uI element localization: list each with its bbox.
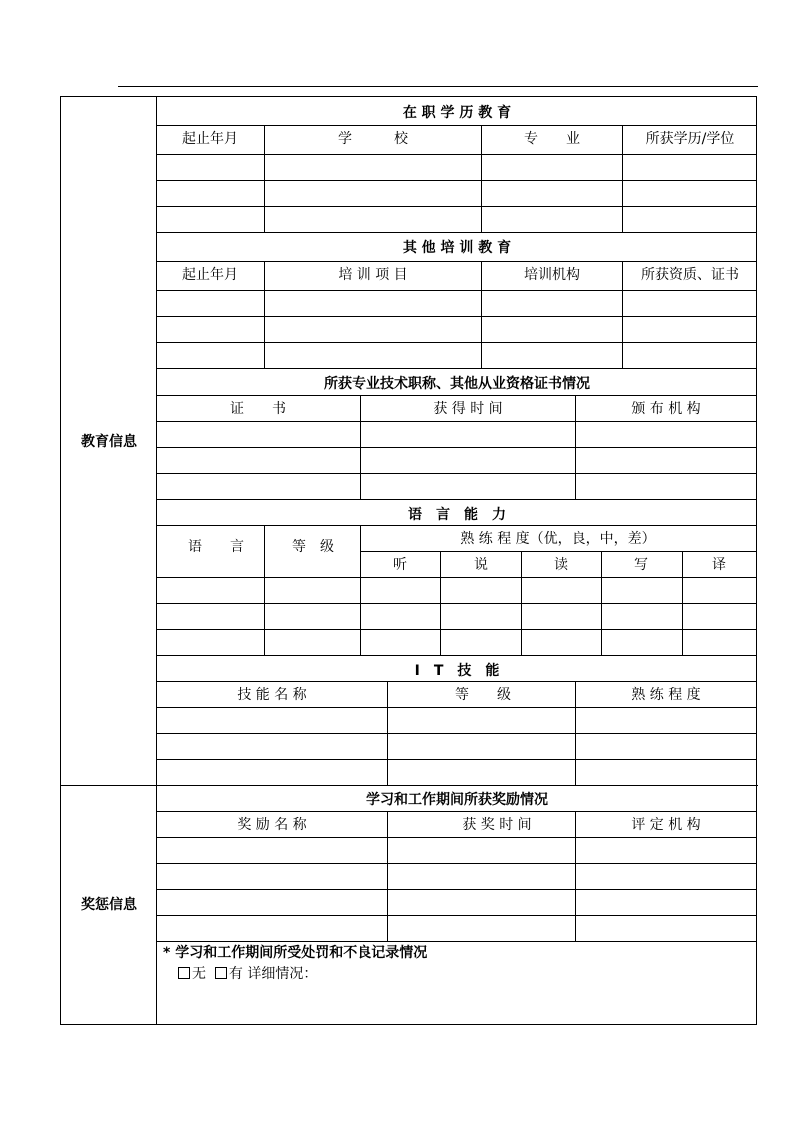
language-skill-listen: 听	[393, 557, 407, 573]
discipline-options	[178, 967, 317, 981]
header-rule	[118, 86, 758, 87]
awards-title: 学习和工作期间所获奖励情况	[366, 792, 548, 808]
language-skill-translate: 译	[712, 557, 726, 573]
language-header-level: 等 级	[292, 539, 334, 555]
table-row[interactable]	[156, 889, 757, 890]
it-header-proficiency: 熟 练 程 度	[631, 687, 701, 703]
discipline-title: * 学习和工作期间所受处罚和不良记录情况	[163, 945, 428, 961]
inservice-header-period: 起止年月	[182, 131, 238, 147]
certs-header-issuer: 颁 布 机 构	[631, 401, 701, 417]
inservice-title: 在 职 学 历 教 育	[402, 105, 512, 121]
table-row[interactable]	[156, 915, 757, 916]
language-header-language: 语 言	[188, 539, 244, 555]
table-row[interactable]	[156, 629, 757, 630]
table-row[interactable]	[156, 447, 757, 448]
table-row[interactable]	[156, 759, 757, 760]
certs-title: 所获专业技术职称、其他从业资格证书情况	[324, 376, 590, 392]
section-divider	[61, 785, 758, 786]
it-header-skill: 技 能 名 称	[237, 687, 307, 703]
training-header-institution: 培训机构	[524, 267, 580, 283]
language-skill-read: 读	[554, 557, 568, 573]
awards-header-name: 奖 励 名 称	[237, 817, 307, 833]
detail-label: 详细情况：	[247, 966, 318, 982]
it-header-level: 等 级	[455, 687, 511, 703]
table-row[interactable]	[156, 603, 757, 604]
awards-header-date: 获 奖 时 间	[462, 817, 532, 833]
table-row[interactable]	[156, 733, 757, 734]
label-column-divider	[156, 97, 157, 1025]
education-awards-form	[60, 96, 757, 1025]
awards-header-authority: 评 定 机 构	[631, 817, 701, 833]
yes-option-label: 有	[228, 966, 243, 982]
it-title: I T 技 能	[414, 663, 500, 679]
table-row[interactable]	[156, 863, 757, 864]
training-title: 其 他 培 训 教 育	[402, 240, 512, 256]
inservice-header-degree: 所获学历/学位	[645, 131, 735, 147]
training-header-project: 培 训 项 目	[338, 267, 408, 283]
education-section-label: 教育信息	[81, 434, 137, 450]
inservice-header-school: 学 校	[338, 131, 408, 147]
certs-header-certificate: 证 书	[230, 401, 286, 417]
awards-section-label: 奖惩信息	[81, 897, 137, 913]
no-checkbox[interactable]	[178, 967, 190, 979]
inservice-header-major: 专 业	[524, 131, 580, 147]
training-header-period: 起止年月	[182, 267, 238, 283]
no-option-label: 无	[192, 966, 206, 982]
certs-header-date: 获 得 时 间	[433, 401, 503, 417]
table-row[interactable]	[156, 316, 757, 317]
table-row[interactable]	[156, 342, 757, 343]
language-header-proficiency: 熟 练 程 度（优，良，中，差）	[460, 531, 656, 547]
table-row[interactable]	[156, 180, 757, 181]
training-header-certificate: 所获资质、证书	[641, 267, 739, 283]
table-row[interactable]	[156, 473, 757, 474]
language-skill-speak: 说	[474, 557, 488, 573]
yes-checkbox[interactable]	[215, 967, 227, 979]
table-row[interactable]	[156, 206, 757, 207]
language-title: 语 言 能 力	[408, 507, 506, 523]
language-skill-write: 写	[634, 557, 648, 573]
